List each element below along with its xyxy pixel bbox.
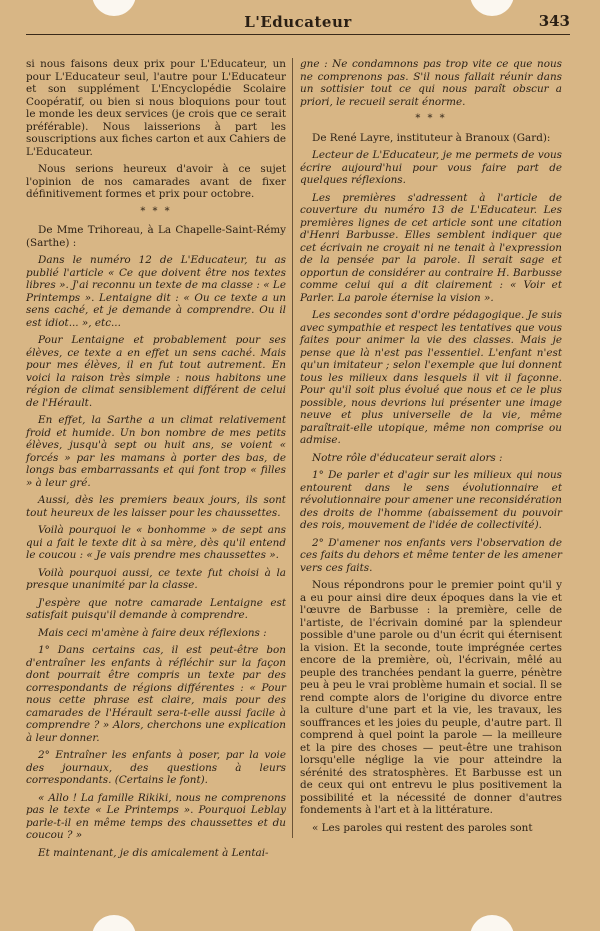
paragraph: Lecteur de L'Educateur, je me permets de vous écrire aujourd'hui pour vous faire part de quelques réflexions.	[300, 149, 562, 186]
column-divider	[292, 58, 293, 838]
paragraph: Aussi, dès les premiers beaux jours, ils sont tout heureux de les laisser pour les chaussettes.	[26, 494, 286, 519]
paragraph: Voilà pourquoi le « bonhomme » de sept ans qui a fait le texte dit à sa mère, dès qu'il entend le coucou : « Je vais prendre mes chaussettes ».	[26, 524, 286, 561]
paragraph: Nous répondrons pour le premier point qu'il y a eu pour ainsi dire deux époques dans la vie et l'œuvre de Barbusse : la première, celle de l'artiste, de l'écrivain dominé par la splendeur possible d'une parole ou d'un écrit qui éternisent la vision. Et la seconde, toute imprégnée certes encore de la première, où, l'écrivain, mêlé au peuple des tranchées pendant la guerre, pénètre peu à peu le vrai problème humain et social. Il se rend compte alors de l'origine du divorce entre la culture d'une part et la vie, les travaux, les souffrances et les joies du peuple, d'autre part. Il comprend à quel point la parole — la meilleure et la pire des choses — peut-être une trahison lorsqu'elle néglige la vie pour atteindre la sérénité des stratosphères. Et Barbusse est un de ceux qui ont entrevu le plus positivement la possibilité et la nécessité de donner d'autres fondements à l'art et à la littérature.	[300, 579, 562, 816]
paragraph: Mais ceci m'amène à faire deux réflexions :	[38, 626, 267, 639]
paragraph: gne : Ne condamnons pas trop vite ce que nous ne comprenons pas. S'il nous fallait réunir dans un sottisier tout ce qui nous paraît obscur a priori, le recueil serait énorme.	[300, 58, 562, 108]
paragraph: De Mme Trihoreau, à La Chapelle-Saint-Rémy (Sarthe) :	[26, 224, 286, 249]
section-separator-stars: * * *	[140, 205, 172, 217]
paragraph: De René Layre, instituteur à Branoux (Gard):	[312, 131, 551, 144]
paragraph: 1° De parler et d'agir sur les milieux qui nous entourent dans le sens évolutionnaire et révolutionnaire pour amener une reconsidération des droits de l'homme (abaissement du pouvoir des rois, mouvement de l'idée de collectivité).	[300, 469, 562, 531]
page-header	[26, 10, 570, 35]
paragraph: si nous faisons deux prix pour L'Educateur, un pour L'Educateur seul, l'autre pour L'Educateur et son supplément L'Encyclopédie Scolaire Coopératif, ou bien si nous bloquions pour tout le monde les deux services (je crois que ce serait préférable). Nous laisserions à part les souscriptions aux fiches carton et aux Cahiers de L'Educateur.	[26, 58, 286, 158]
paragraph: 2° D'amener nos enfants vers l'observation de ces faits du dehors et même tenter de les amener vers ces faits.	[300, 536, 562, 574]
section-separator-stars: * * *	[415, 113, 447, 124]
paragraph: Nous serions heureux d'avoir à ce sujet l'opinion de nos camarades avant de fixer définitivement formes et prix pour octobre.	[26, 163, 286, 200]
paragraph: Dans le numéro 12 de L'Educateur, tu as publié l'article « Ce que doivent être nos textes libres ». J'ai reconnu un texte de ma classe : « Le Printemps ». Lentaigne dit : « Ou ce texte a un sens caché, et je demande à comprendre. Ou il est idiot... », etc...	[26, 254, 286, 329]
paragraph: Et maintenant, je dis amicalement à Lentai-	[38, 846, 269, 859]
paragraph: Pour Lentaigne et probablement pour ses élèves, ce texte a en effet un sens caché. Mais pour mes élèves, il en fut tout autrement. En voici la raison très simple : nous habitons une région de climat sensiblement différent de celui de l'Hérault.	[26, 334, 286, 409]
paragraph: 2° Entraîner les enfants à poser, par la voie des journaux, des questions à leurs correspondants. (Certains le font).	[26, 749, 286, 786]
punch-hole	[92, 915, 136, 931]
paragraph: « Allo ! La famille Rikiki, nous ne comprenons pas le texte « Le Printemps ». Pourquoi Leblay parle-t-il en même temps des chaussettes et du coucou ? »	[26, 791, 286, 841]
left-column	[26, 58, 286, 864]
paragraph: Voilà pourquoi aussi, ce texte fut choisi à la presque unanimité par la classe.	[26, 566, 286, 591]
paragraph: Notre rôle d'éducateur serait alors :	[312, 451, 503, 464]
paragraph: Les premières s'adressent à l'article de couverture du numéro 13 de L'Educateur. Les premières lignes de cet article sont une citation d'Henri Barbusse. Elles semblent indiquer que cet écrivain ne croyait ni ne tenait à l'expression de la pensée par la parole. Il serait sage et opportun de considérer au contraire H. Barbusse comme celui qui a dit clairement : « Voir et Parler. La parole éternise la vision ».	[300, 191, 562, 304]
paragraph: J'espère que notre camarade Lentaigne est satisfait puisqu'il demande à comprendre.	[26, 596, 286, 621]
paragraph: En effet, la Sarthe a un climat relativement froid et humide. Un bon nombre de mes petits élèves, jusqu'à sept ou huit ans, se voient « forcés » par les mamans à porter des bas, de longs bas embarrassants et qui font trop « filles » à leur gré.	[26, 414, 286, 489]
right-column	[300, 58, 562, 839]
paragraph: 1° Dans certains cas, il est peut-être bon d'entraîner les enfants à réfléchir sur la façon dont pourrait être compris un texte par des correspondants de régions différentes : « Pour nous cette phrase est claire, mais pour des camarades de l'Hérault sera-t-elle aussi facile à comprendre ? » Alors, cherchons une explication à leur donner.	[26, 644, 286, 744]
journal-title: L'Educateur	[244, 13, 352, 31]
page-number: 343	[538, 12, 570, 30]
punch-hole	[470, 915, 514, 931]
paragraph: « Les paroles qui restent des paroles sont	[312, 821, 533, 834]
paragraph: Les secondes sont d'ordre pédagogique. Je suis avec sympathie et respect les tentatives que vous faites pour animer la vie des classes. Mais je pense que là n'est pas l'essentiel. L'enfant n'est qu'un imitateur ; selon l'exemple que lui donnent tous les milieux dans lesquels il vit il façonne. Pour qu'il soit plus évolué que nous et ce le plus possible, nous devrions lui présenter une image neuve et plus universelle de la vie, même paraîtrait-elle utopique, même non comprise ou admise.	[300, 309, 562, 446]
